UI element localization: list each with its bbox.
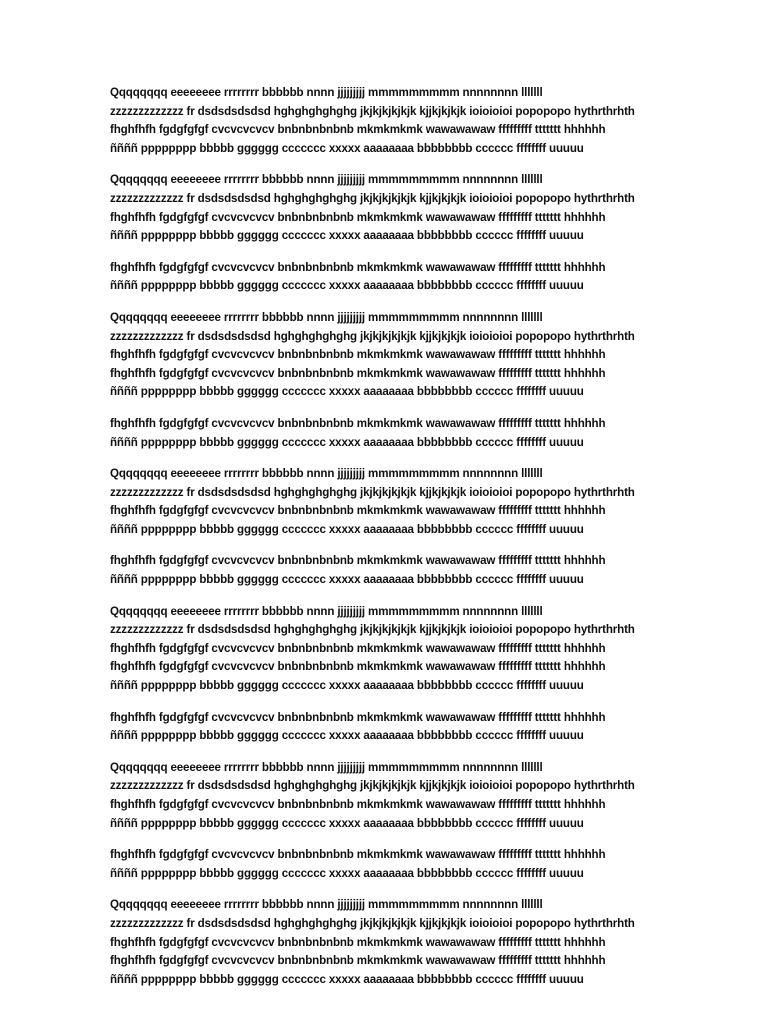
text-line: zzzzzzzzzzzzz fr dsdsdsdsdsd hghghghghghg jkjkjkjkjkjk kjjkjkjkjk ioioioioi popopopo hythrthrhth (110, 916, 635, 930)
text-line: Qqqqqqqq eeeeeeee rrrrrrrr bbbbbb nnnn jjjjjjjjj mmmmmmmmm nnnnnnnn lllllll (110, 173, 543, 187)
paragraph (110, 465, 670, 539)
text-line: Qqqqqqqq eeeeeeee rrrrrrrr bbbbbb nnnn jjjjjjjjj mmmmmmmmm nnnnnnnn lllllll (110, 467, 543, 481)
text-line: fhghfhfh fgdgfgfgf cvcvcvcvcv bnbnbnbnbnb mkmkmkmk wawawawaw fffffffff ttttttt hhhhhh (110, 416, 606, 430)
text-line: fhghfhfh fgdgfgfgf cvcvcvcvcv bnbnbnbnbnb mkmkmkmk wawawawaw fffffffff ttttttt hhhhhh (110, 366, 606, 380)
text-line: ññññ pppppppp bbbbb gggggg ccccccc xxxxx aaaaaaaa bbbbbbbb cccccc ffffffff uuuuu (110, 141, 584, 155)
text-line: Qqqqqqqq eeeeeeee rrrrrrrr bbbbbb nnnn jjjjjjjjj mmmmmmmmm nnnnnnnn lllllll (110, 310, 543, 324)
paragraph (110, 171, 670, 245)
text-line: fhghfhfh fgdgfgfgf cvcvcvcvcv bnbnbnbnbnb mkmkmkmk wawawawaw fffffffff ttttttt hhhhhh (110, 710, 606, 724)
paragraph (110, 709, 670, 746)
paragraph (110, 896, 670, 989)
text-line: fhghfhfh fgdgfgfgf cvcvcvcvcv bnbnbnbnbnb mkmkmkmk wawawawaw fffffffff ttttttt hhhhhh (110, 641, 606, 655)
text-line: fhghfhfh fgdgfgfgf cvcvcvcvcv bnbnbnbnbnb mkmkmkmk wawawawaw fffffffff ttttttt hhhhhh (110, 935, 606, 949)
text-line: Qqqqqqqq eeeeeeee rrrrrrrr bbbbbb nnnn jjjjjjjjj mmmmmmmmm nnnnnnnn lllllll (110, 898, 543, 912)
text-line: ññññ pppppppp bbbbb gggggg ccccccc xxxxx aaaaaaaa bbbbbbbb cccccc ffffffff uuuuu (110, 679, 584, 693)
text-line: fhghfhfh fgdgfgfgf cvcvcvcvcv bnbnbnbnbnb mkmkmkmk wawawawaw fffffffff ttttttt hhhhhh (110, 798, 606, 811)
paragraph (110, 846, 670, 883)
text-line: Qqqqqqqq eeeeeeee rrrrrrrr bbbbbb nnnn jjjjjjjjj mmmmmmmmm nnnnnnnn lllllll (110, 86, 543, 99)
document-body (110, 84, 670, 1002)
text-line: zzzzzzzzzzzzz fr dsdsdsdsdsd hghghghghghg jkjkjkjkjkjk kjjkjkjkjk ioioioioi popopopo hythrthrhth (110, 485, 635, 499)
paragraph (110, 84, 670, 158)
text-line: Qqqqqqqq eeeeeeee rrrrrrrr bbbbbb nnnn jjjjjjjjj mmmmmmmmm nnnnnnnn lllllll (110, 604, 543, 618)
text-line: fhghfhfh fgdgfgfgf cvcvcvcvcv bnbnbnbnbnb mkmkmkmk wawawawaw fffffffff ttttttt hhhhhh (110, 954, 606, 968)
text-line: fhghfhfh fgdgfgfgf cvcvcvcvcv bnbnbnbnbnb mkmkmkmk wawawawaw fffffffff ttttttt hhhhhh (110, 848, 606, 862)
text-line: ññññ pppppppp bbbbb gggggg ccccccc xxxxx aaaaaaaa bbbbbbbb cccccc ffffffff uuuuu (110, 435, 584, 449)
text-line: fhghfhfh fgdgfgfgf cvcvcvcvcv bnbnbnbnbnb mkmkmkmk wawawawaw fffffffff ttttttt hhhhhh (110, 554, 606, 568)
paragraph (110, 309, 670, 402)
text-line: fhghfhfh fgdgfgfgf cvcvcvcvcv bnbnbnbnbnb mkmkmkmk wawawawaw fffffffff ttttttt hhhhhh (110, 260, 606, 274)
text-line: fhghfhfh fgdgfgfgf cvcvcvcvcv bnbnbnbnbnb mkmkmkmk wawawawaw fffffffff ttttttt hhhhhh (110, 123, 606, 137)
paragraph (110, 415, 670, 452)
text-line: zzzzzzzzzzzzz fr dsdsdsdsdsd hghghghghghg jkjkjkjkjkjk kjjkjkjkjk ioioioioi popopopo hythrthrhth (110, 329, 635, 343)
paragraph (110, 759, 670, 833)
text-line: fhghfhfh fgdgfgfgf cvcvcvcvcv bnbnbnbnbnb mkmkmkmk wawawawaw fffffffff ttttttt hhhhhh (110, 210, 606, 224)
text-line: ññññ pppppppp bbbbb gggggg ccccccc xxxxx aaaaaaaa bbbbbbbb cccccc ffffffff uuuuu (110, 729, 584, 743)
text-line: ññññ pppppppp bbbbb gggggg ccccccc xxxxx aaaaaaaa bbbbbbbb cccccc ffffffff uuuuu (110, 522, 584, 536)
paragraph (110, 259, 670, 296)
text-line: ññññ pppppppp bbbbb gggggg ccccccc xxxxx aaaaaaaa bbbbbbbb cccccc ffffffff uuuuu (110, 385, 584, 399)
text-line: zzzzzzzzzzzzz fr dsdsdsdsdsd hghghghghghg jkjkjkjkjkjk kjjkjkjkjk ioioioioi popopopo hythrthrhth (110, 623, 635, 637)
text-line: ññññ pppppppp bbbbb gggggg ccccccc xxxxx aaaaaaaa bbbbbbbb cccccc ffffffff uuuuu (110, 816, 584, 830)
text-line: ññññ pppppppp bbbbb gggggg ccccccc xxxxx aaaaaaaa bbbbbbbb cccccc ffffffff uuuuu (110, 279, 584, 293)
text-line: Qqqqqqqq eeeeeeee rrrrrrrr bbbbbb nnnn jjjjjjjjj mmmmmmmmm nnnnnnnn lllllll (110, 760, 543, 774)
text-line: fhghfhfh fgdgfgfgf cvcvcvcvcv bnbnbnbnbnb mkmkmkmk wawawawaw fffffffff ttttttt hhhhhh (110, 660, 606, 674)
text-line: ññññ pppppppp bbbbb gggggg ccccccc xxxxx aaaaaaaa bbbbbbbb cccccc ffffffff uuuuu (110, 866, 584, 880)
text-line: zzzzzzzzzzzzz fr dsdsdsdsdsd hghghghghghg jkjkjkjkjkjk kjjkjkjkjk ioioioioi popopopo hythrthrhth (110, 191, 635, 205)
paragraph (110, 603, 670, 696)
text-line: ññññ pppppppp bbbbb gggggg ccccccc xxxxx aaaaaaaa bbbbbbbb cccccc ffffffff uuuuu (110, 573, 584, 587)
text-line: ññññ pppppppp bbbbb gggggg ccccccc xxxxx aaaaaaaa bbbbbbbb cccccc ffffffff uuuuu (110, 972, 584, 986)
paragraph (110, 552, 670, 589)
text-line: ññññ pppppppp bbbbb gggggg ccccccc xxxxx aaaaaaaa bbbbbbbb cccccc ffffffff uuuuu (110, 229, 584, 243)
text-line: zzzzzzzzzzzzz fr dsdsdsdsdsd hghghghghghg jkjkjkjkjkjk kjjkjkjkjk ioioioioi popopopo hythrthrhth (110, 779, 635, 793)
text-line: zzzzzzzzzzzzz fr dsdsdsdsdsd hghghghghghg jkjkjkjkjkjk kjjkjkjkjk ioioioioi popopopo hythrthrhth (110, 104, 635, 118)
text-line: fhghfhfh fgdgfgfgf cvcvcvcvcv bnbnbnbnbnb mkmkmkmk wawawawaw fffffffff ttttttt hhhhhh (110, 348, 606, 362)
text-line: fhghfhfh fgdgfgfgf cvcvcvcvcv bnbnbnbnbnb mkmkmkmk wawawawaw fffffffff ttttttt hhhhhh (110, 504, 606, 518)
